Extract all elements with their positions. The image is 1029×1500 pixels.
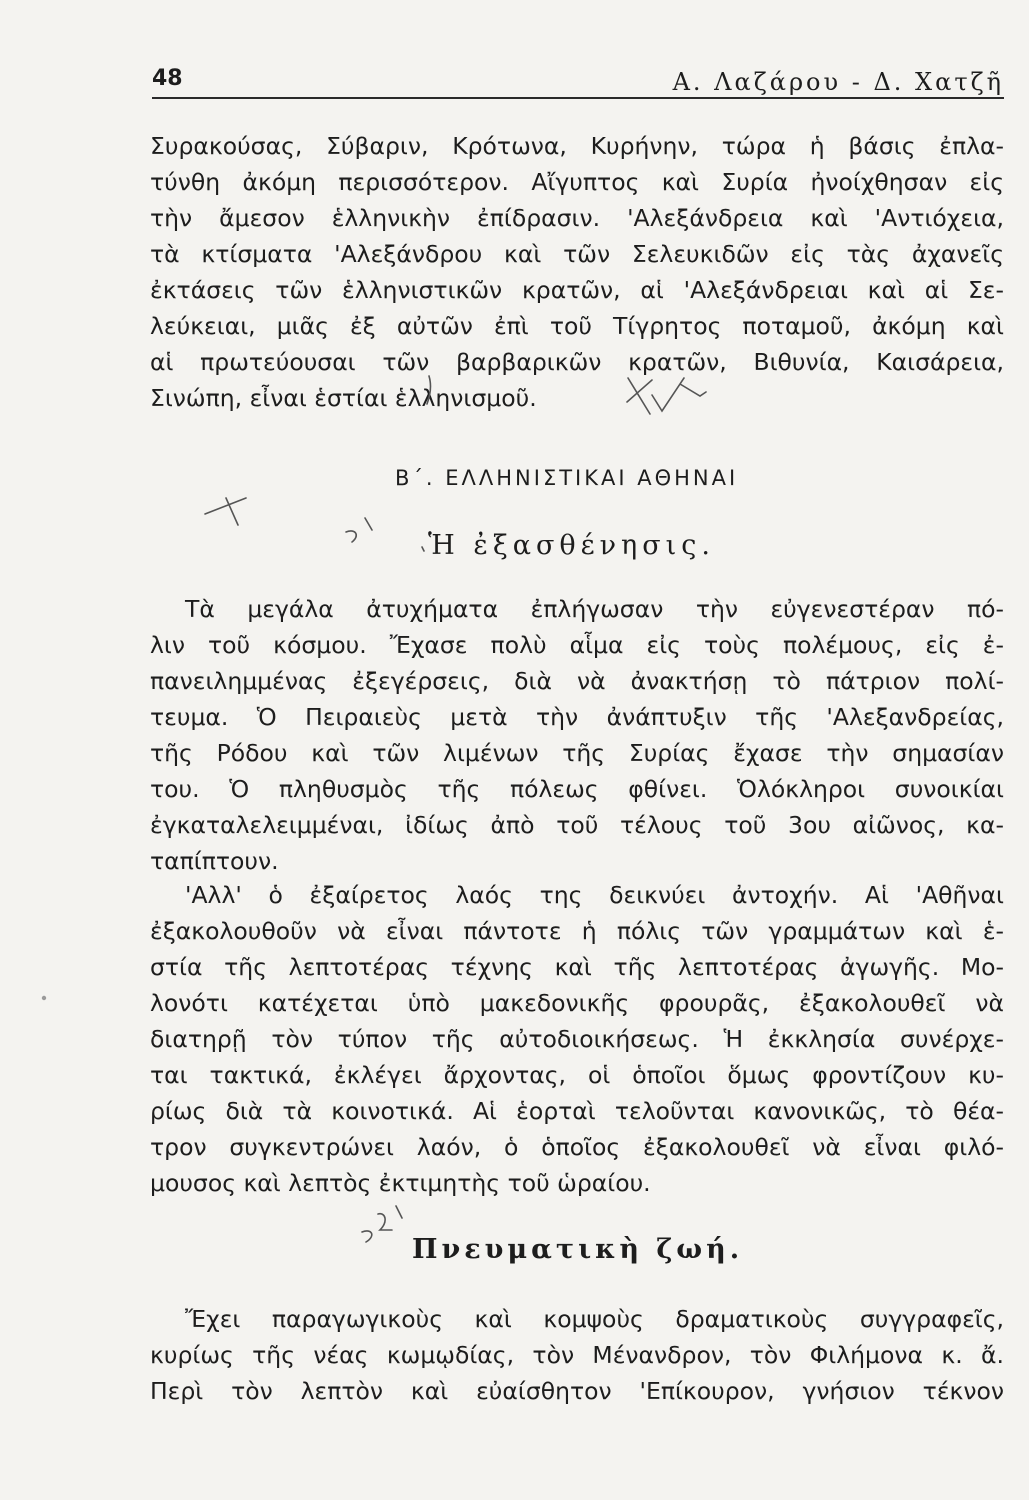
text-line: Ἔχει παραγωγικοὺς καὶ κομψοὺς δραματικοὺς συγγραφεῖς, (185, 1305, 1004, 1333)
text-line: ρίως διὰ τὰ κοινοτικά. Αἱ ἑορταὶ τελοῦνται κανονικῶς, τὸ θέα- (150, 1097, 1004, 1125)
text-line: τρον συγκεντρώνει λαόν, ὁ ὁποῖος ἐξακολουθεῖ νὰ εἶναι φιλό- (150, 1133, 1004, 1161)
pencil-numeral-32 (362, 1206, 402, 1242)
page-header (152, 62, 1004, 96)
text-line: ἐκτάσεις τῶν ἑλληνιστικῶν κρατῶν, αἱ 'Αλεξάνδρειαι καὶ αἱ Σε- (150, 276, 1004, 304)
text-line: Τὰ μεγάλα ἀτυχήματα ἐπλήγωσαν τὴν εὐγενεστέραν πό- (185, 595, 1004, 623)
pencil-dot (422, 547, 424, 551)
page-number: 48 (152, 66, 183, 91)
text-line: Περὶ τὸν λεπτὸν καὶ εὐαίσθητον 'Επίκουρον, γνήσιον τέκνον (150, 1377, 1004, 1405)
subheading-weakening: Ἡ ἐξασθένησις. (428, 530, 715, 561)
text-line: 'Αλλ' ὁ ἐξαίρετος λαός της δεικνύει ἀντοχήν. Αἱ 'Αθῆναι (185, 881, 1004, 909)
text-line: λονότι κατέχεται ὑπὸ μακεδονικῆς φρουρᾶς, ἐξακολουθεῖ νὰ (150, 989, 1004, 1017)
running-head: Α. Λαζάρου - Δ. Χατζῆ (672, 68, 1004, 96)
text-line: ἐξακολουθοῦν νὰ εἶναι πάντοτε ἡ πόλις τῶν γραμμάτων καὶ ἑ- (150, 917, 1004, 945)
subheading-intellectual-life: Πνευματικὴ ζωή. (412, 1234, 744, 1265)
text-line: αἱ πρωτεύουσαι τῶν βαρβαρικῶν κρατῶν, Βιθυνία, Καισάρεια, (150, 348, 1004, 376)
text-line: τύνθη ἀκόμη περισσότερον. Αἴγυπτος καὶ Συρία ἠνοίχθησαν εἰς (150, 168, 1004, 196)
text-line: τῆς Ρόδου καὶ τῶν λιμένων τῆς Συρίας ἔχασε τὴν σημασίαν (150, 739, 1004, 767)
text-line: διατηρῇ τὸν τύπον τῆς αὐτοδιοικήσεως. Ἡ ἐκκλησία συνέρχε- (150, 1025, 1004, 1053)
text-line: λεύκειαι, μιᾶς ἐξ αὐτῶν ἐπὶ τοῦ Τίγρητος ποταμοῦ, ἀκόμη καὶ (150, 312, 1004, 340)
pencil-numeral-mark (346, 518, 372, 542)
text-line: τὰ κτίσματα 'Αλεξάνδρου καὶ τῶν Σελευκιδῶν εἰς τὰς ἀχανεῖς (150, 240, 1004, 268)
header-rule (152, 97, 1004, 99)
text-line: Σινώπη, εἶναι ἑστίαι ἑλληνισμοῦ. (150, 384, 537, 412)
text-line: κυρίως τῆς νέας κωμῳδίας, τὸν Μένανδρον, τὸν Φιλήμονα κ. ἄ. (150, 1341, 1004, 1369)
text-line: τὴν ἄμεσον ἑλληνικὴν ἐπίδρασιν. 'Αλεξάνδρεια καὶ 'Αντιόχεια, (150, 204, 1004, 232)
paper-speck (42, 996, 46, 1000)
text-line: μουσος καὶ λεπτὸς ἐκτιμητὴς τοῦ ὡραίου. (150, 1169, 651, 1197)
text-line: του. Ὁ πληθυσμὸς τῆς πόλεως φθίνει. Ὁλόκληροι συνοικίαι (150, 775, 1004, 803)
text-line: στία τῆς λεπτοτέρας τέχνης καὶ τῆς λεπτοτέρας ἀγωγῆς. Μο- (150, 953, 1004, 981)
text-line: ἐγκαταλελειμμέναι, ἰδίως ἀπὸ τοῦ τέλους τοῦ 3ου αἰῶνος, κα- (150, 811, 1004, 839)
text-line: πανειλημμένας ἐξεγέρσεις, διὰ νὰ ἀνακτήσῃ τὸ πάτριον πολί- (150, 667, 1004, 695)
pencil-x-mark (205, 498, 246, 525)
text-line: ταπίπτουν. (150, 847, 279, 875)
text-line: τευμα. Ὁ Πειραιεὺς μετὰ τὴν ἀνάπτυξιν τῆς 'Αλεξανδρείας, (150, 703, 1004, 731)
text-line: ται τακτικά, ἐκλέγει ἄρχοντας, οἱ ὁποῖοι ὅμως φροντίζουν κυ- (150, 1061, 1004, 1089)
text-line: Συρακούσας, Σύβαριν, Κρότωνα, Κυρήνην, τώρα ἡ βάσις ἐπλα- (150, 132, 1004, 160)
text-line: λιν τοῦ κόσμου. Ἔχασε πολὺ αἷμα εἰς τοὺς πολέμους, εἰς ἐ- (150, 631, 1004, 659)
section-title: Β΄. ΕΛΛΗΝΙΣΤΙΚΑΙ ΑΘΗΝΑΙ (395, 466, 739, 490)
